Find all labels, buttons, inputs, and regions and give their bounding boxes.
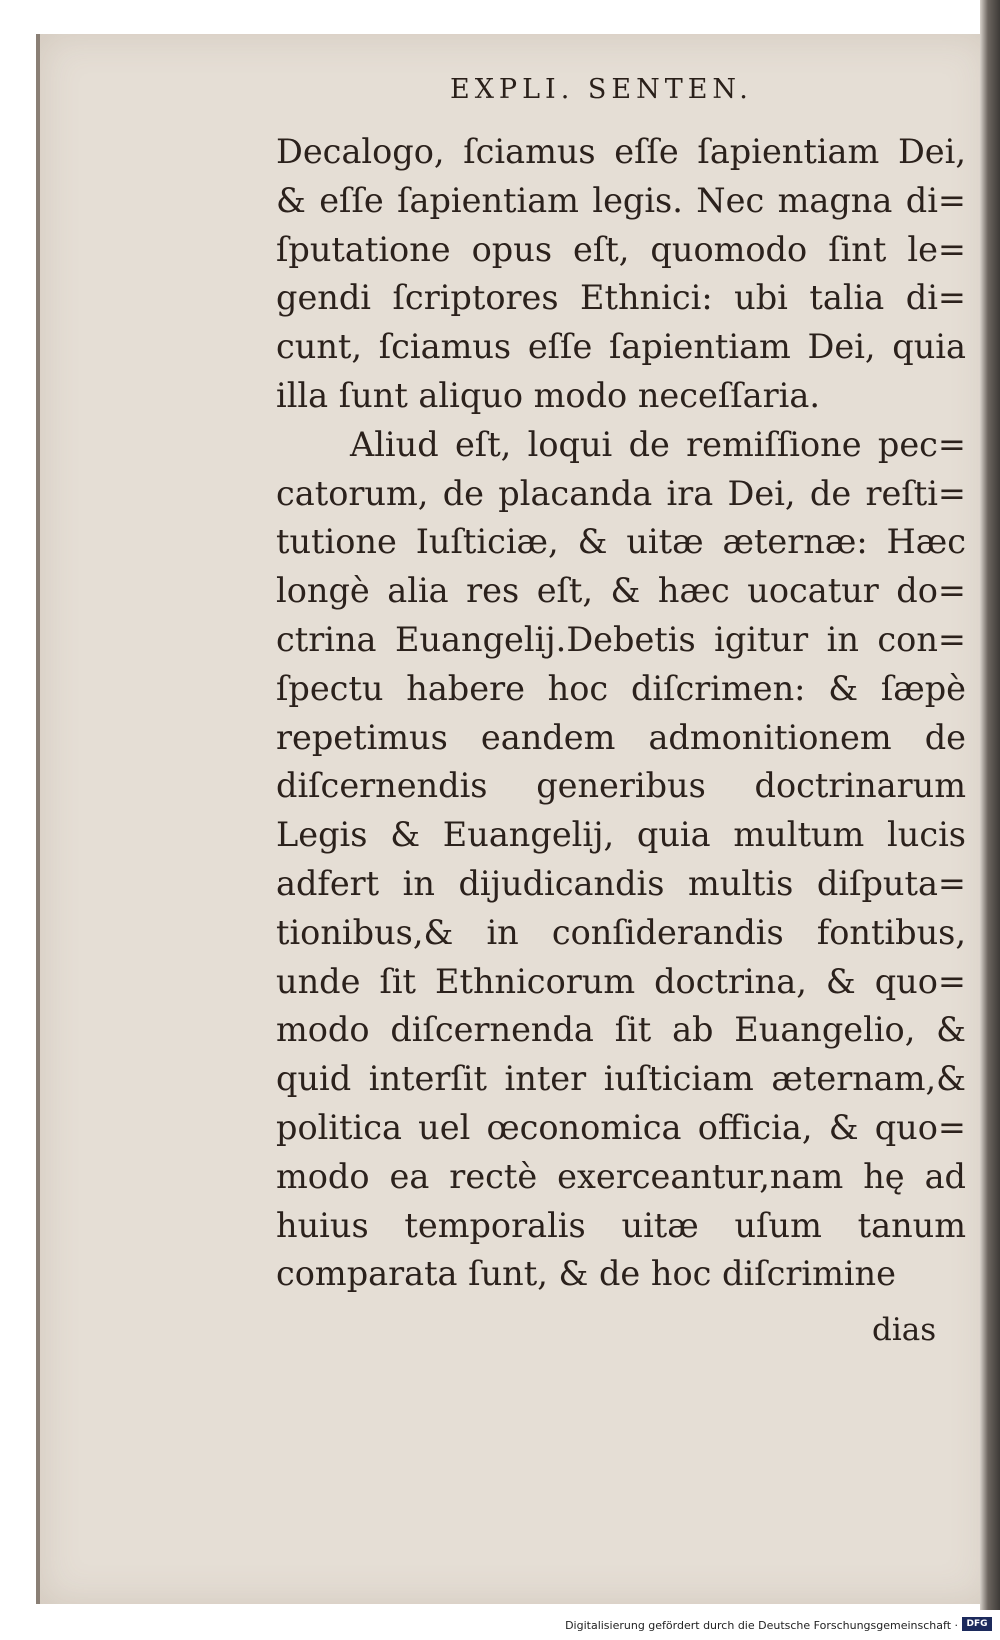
body-text xyxy=(276,128,966,1299)
page-edge xyxy=(980,0,1000,1610)
text-line: modo diſcernenda ſit ab Euangelio, & xyxy=(276,1010,966,1050)
text-line: gendi ſcriptores Ethnici: ubi talia di= xyxy=(276,278,966,318)
running-head: EXPLI. SENTEN. xyxy=(450,74,753,105)
text-line: Aliud eſt, loqui de remiſſione pec= xyxy=(350,424,966,464)
text-line: comparata ſunt, & de hoc diſcrimine xyxy=(276,1254,896,1294)
text-line: catorum, de placanda ira Dei, de reſti= xyxy=(276,473,966,513)
text-line: cunt, ſciamus eſſe ſapientiam Dei, quia xyxy=(276,327,966,367)
text-line: ſputatione opus eſt, quomodo ſint le= xyxy=(276,229,966,269)
text-line: tutione Iuſticiæ, & uitæ æternæ: Hæc xyxy=(276,522,966,562)
text-line: diſcernendis generibus doctrinarum xyxy=(276,766,966,806)
text-line: unde ſit Ethnicorum doctrina, & quo= xyxy=(276,961,966,1001)
text-line: adfert in dijudicandis multis diſputa= xyxy=(276,863,966,903)
text-line: Decalogo, ſciamus eſſe ſapientiam Dei, xyxy=(276,132,966,171)
text-line: politica uel œconomica officia, & quo= xyxy=(276,1107,966,1147)
text-line: quid interſit inter iuſticiam æternam,& xyxy=(276,1059,966,1099)
digitization-credit: Digitalisierung gefördert durch die Deutsche Forschungsgemeinschaft · xyxy=(565,1619,958,1632)
catchword: dias xyxy=(872,1312,937,1348)
dfg-logo: DFG xyxy=(962,1617,992,1631)
text-line: & eſſe ſapientiam legis. Nec magna di= xyxy=(276,180,966,220)
text-line: modo ea rectè exerceantur,nam hę ad xyxy=(276,1156,966,1196)
text-line: huius temporalis uitæ uſum tanum xyxy=(276,1205,966,1245)
text-line: repetimus eandem admonitionem de xyxy=(276,717,966,757)
text-line: ſpectu habere hoc diſcrimen: & ſæpè xyxy=(276,668,966,708)
text-line: ctrina Euangelij.Debetis igitur in con= xyxy=(276,619,966,659)
text-line: Legis & Euangelij, quia multum lucis xyxy=(276,815,966,855)
text-line: longè alia res eſt, & hæc uocatur do= xyxy=(276,571,966,611)
text-line: illa ſunt aliquo modo neceſſaria. xyxy=(276,375,820,415)
text-line: tionibus,& in conſiderandis fontibus, xyxy=(276,912,966,952)
